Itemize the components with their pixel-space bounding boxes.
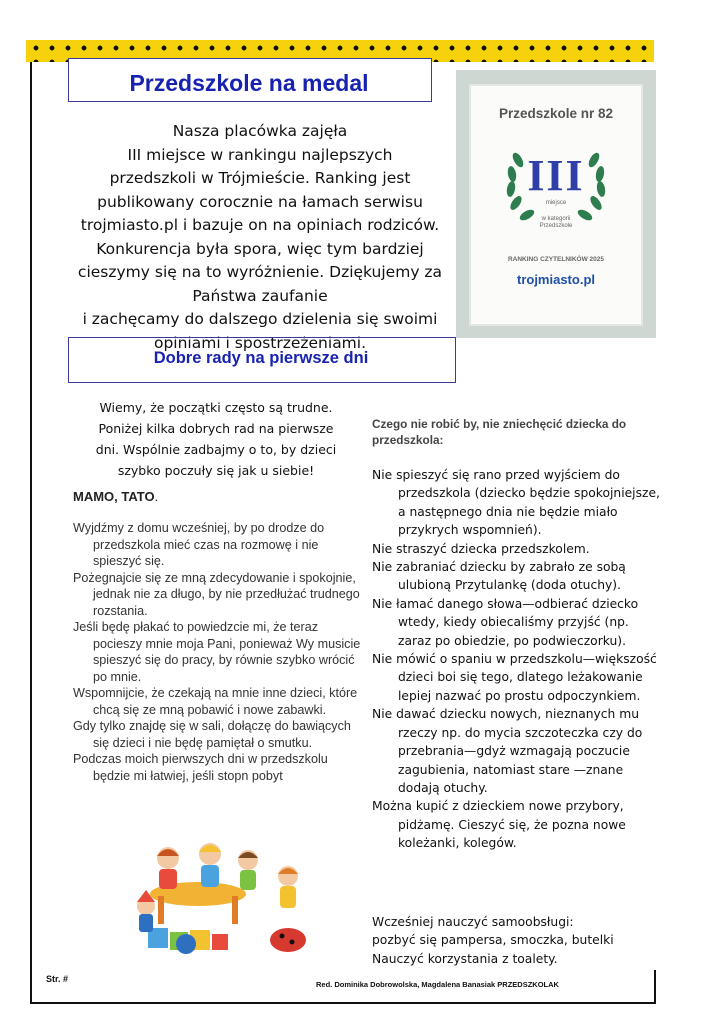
list-item: Gdy tylko znajdę się w sali, dołączę do bawiących się dzieci i nie będę pamiętał o smutku. — [73, 719, 351, 750]
intro-line: i zachęcamy do dalszego dzielenia się swoimi — [82, 310, 438, 328]
list-item: Nie spieszyć się rano przed wyjściem do przedszkola (dziecko będzie spokojniejsze, a następnego dnia nie będzie miało przykrych wspomnień). — [372, 468, 660, 538]
list-item: Nie dawać dziecku nowych, nieznanych mu rzeczy np. do mycia szczoteczka czy do przebrania—gdyż wzmagają poczucie zagubienia, natomiast stare —znane dodają otuchy. — [372, 707, 643, 795]
tips-intro-line: dni. Wspólnie zadbajmy o to, by dzieci — [95, 442, 337, 457]
mamo-tato-heading — [73, 489, 158, 504]
list-item: Jeśli będę płakać to powiedzcie mi, że teraz pocieszy mnie moja Pani, ponieważ Wy musicie spieszyć się do pracy, by równie szybko wrócić po mnie. — [73, 620, 361, 684]
dont-do-list — [372, 466, 662, 853]
certificate-category-line1: w kategorii — [541, 216, 571, 222]
mamo-tato-label: MAMO, TATO — [73, 489, 155, 504]
list-item: Nie łamać danego słowa—odbierać dziecko wtedy, kiedy obiecaliśmy przyjść (np. zaraz po obiedzie, po podwieczorku). — [372, 596, 639, 648]
intro-line: Państwa zaufanie — [192, 286, 328, 305]
children-playing-illustration — [128, 836, 328, 964]
mamo-tato-dot: . — [154, 489, 159, 504]
certificate-place: III — [527, 151, 585, 200]
list-item: Nie mówić o spaniu w przedszkolu—większość dzieci boi się tego, dlatego leżakowanie lepiej nazwać po prostu odpoczynkiem. — [372, 652, 657, 703]
list-item: Nie straszyć dziecka przedszkolem. — [372, 541, 590, 556]
intro-line: Konkurencja była spora, więc tym bardziej — [96, 239, 424, 258]
editor-credits: Red. Dominika Dobrowolska, Magdalena Banasiak PRZEDSZKOLAK — [316, 980, 559, 989]
intro-paragraph — [60, 120, 460, 355]
section-subtitle: Dobre rady na pierwsze dni — [153, 349, 369, 367]
intro-line: publikowany corocznie na łamach serwisu — [97, 192, 423, 211]
list-item: Podczas moich pierwszych dni w przedszkolu będzie mi łatwiej, jeśli stopn pobyt — [73, 752, 328, 783]
intro-line: cieszymy się na to wyróżnienie. Dziękujemy za — [77, 263, 443, 281]
dont-do-heading: Czego nie robić by, nie zniechęcić dziecka do przedszkola: — [372, 417, 627, 447]
list-item: Nie zabraniać dziecku by zabrało ze sobą ulubioną Przytulankę (doda otuchy). — [372, 560, 626, 593]
trojmiasto-logo: trojmiasto.pl — [516, 272, 595, 287]
tips-intro-line: szybko poczuły się jak u siebie! — [117, 463, 315, 478]
self-care-line: pozbyć się pampersa, smoczka, butelki — [372, 933, 614, 948]
intro-line: przedszkoli w Trójmieście. Ranking jest — [109, 169, 411, 187]
tips-intro — [74, 397, 358, 481]
intro-line: III miejsce w rankingu najlepszych — [127, 145, 393, 164]
intro-line: opiniami i spostrzeżeniami. — [153, 333, 367, 352]
page-number: Str. # — [46, 974, 69, 984]
list-item: Wyjdźmy z domu wcześniej, by po drodze do przedszkola mieć czas na rozmowę i nie spieszyć się. — [73, 521, 325, 568]
left-border-line — [30, 62, 32, 987]
self-care-line: Nauczyć korzystania z toalety. — [372, 951, 558, 966]
list-item: Można kupić z dzieckiem nowe przybory, pidżamę. Cieszyć się, że pozna nowe koleżanki, kolegów. — [372, 799, 626, 851]
intro-line: trojmiasto.pl i bazuje on na opiniach rodziców. — [80, 216, 440, 234]
certificate-ranking: RANKING CZYTELNIKÓW 2025 — [507, 256, 605, 263]
self-care-line: Wcześniej nauczyć samoobsługi: — [372, 915, 574, 929]
tips-intro-line: Wiemy, że początki często są trudne. — [99, 400, 333, 415]
intro-line: Nasza placówka zajęła — [172, 122, 348, 140]
self-care-tips — [372, 913, 662, 968]
certificate-heading: Przedszkole nr 82 — [498, 106, 614, 121]
list-item: Wspomnijcie, że czekają na mnie inne dzieci, które chcą się ze mną pobawić i nowe zabawki. — [73, 686, 358, 717]
certificate-place-label: miejsce — [545, 200, 567, 206]
page-title: Przedszkole na medal — [129, 70, 369, 96]
tips-intro-line: Poniżej kilka dobrych rad na pierwsze — [98, 421, 334, 436]
child-voice-list — [73, 520, 363, 784]
certificate-category-line2: Przedszkole — [539, 223, 573, 229]
list-item: Pożegnajcie się ze mną zdecydowanie i spokojnie, jednak nie za długo, by nie przedłużać trudnego rozstania. — [73, 570, 360, 618]
